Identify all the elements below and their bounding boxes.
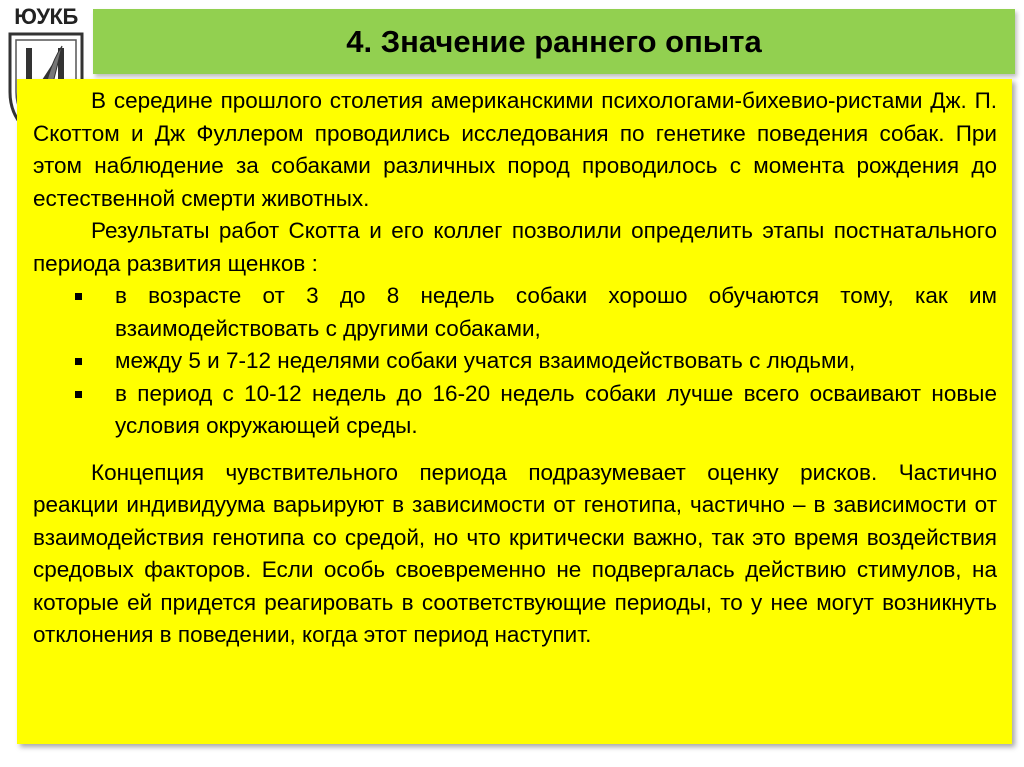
list-item	[115, 345, 997, 378]
paragraph-intro: В середине прошлого столетия американскими психологами-бихевио-ристами Дж. П. Скоттом и Дж Фуллером проводились исследования по генетике поведения собак. При этом наблюдение за собаками различных пород проводилось с момента рождения до естественной смерти животных.	[33, 88, 997, 211]
logo-abbreviation: ЮУКБ	[14, 4, 78, 29]
square-bullet-icon	[75, 358, 82, 365]
list-item	[115, 280, 997, 345]
square-bullet-icon	[75, 293, 82, 300]
page-title: 4. Значение раннего опыта	[346, 23, 762, 59]
title-bar	[93, 9, 1015, 74]
list-item-text: между 5 и 7-12 неделями собаки учатся взаимодействовать с людьми,	[115, 348, 856, 373]
square-bullet-icon	[75, 391, 82, 398]
paragraph-concept: Концепция чувствительного периода подразумевает оценку рисков. Частично реакции индивидуума варьируют в зависимости от генотипа, частично – в зависимости от взаимодействия генотипа со средой, но что критически важно, так это время воздействия средовых факторов. Если особь своевременно не подвергалась действию стимулов, на которые ей придется реагировать в соответствующие периоды, то у нее могут возникнуть отклонения в поведении, когда этот период наступит.	[33, 459, 997, 647]
list-item	[115, 378, 997, 443]
list-item-text: в возрасте от 3 до 8 недель собаки хорошо обучаются тому, как им взаимодействовать с другими собаками,	[115, 283, 997, 341]
stages-list	[33, 280, 997, 443]
body-text	[33, 85, 997, 652]
content-box	[17, 79, 1012, 744]
list-item-text: в период с 10-12 недель до 16-20 недель собаки лучше всего осваивают новые условия окружающей среды.	[115, 380, 997, 438]
paragraph-results: Результаты работ Скотта и его коллег позволили определить этапы постнатального периода развития щенков :	[33, 218, 997, 276]
